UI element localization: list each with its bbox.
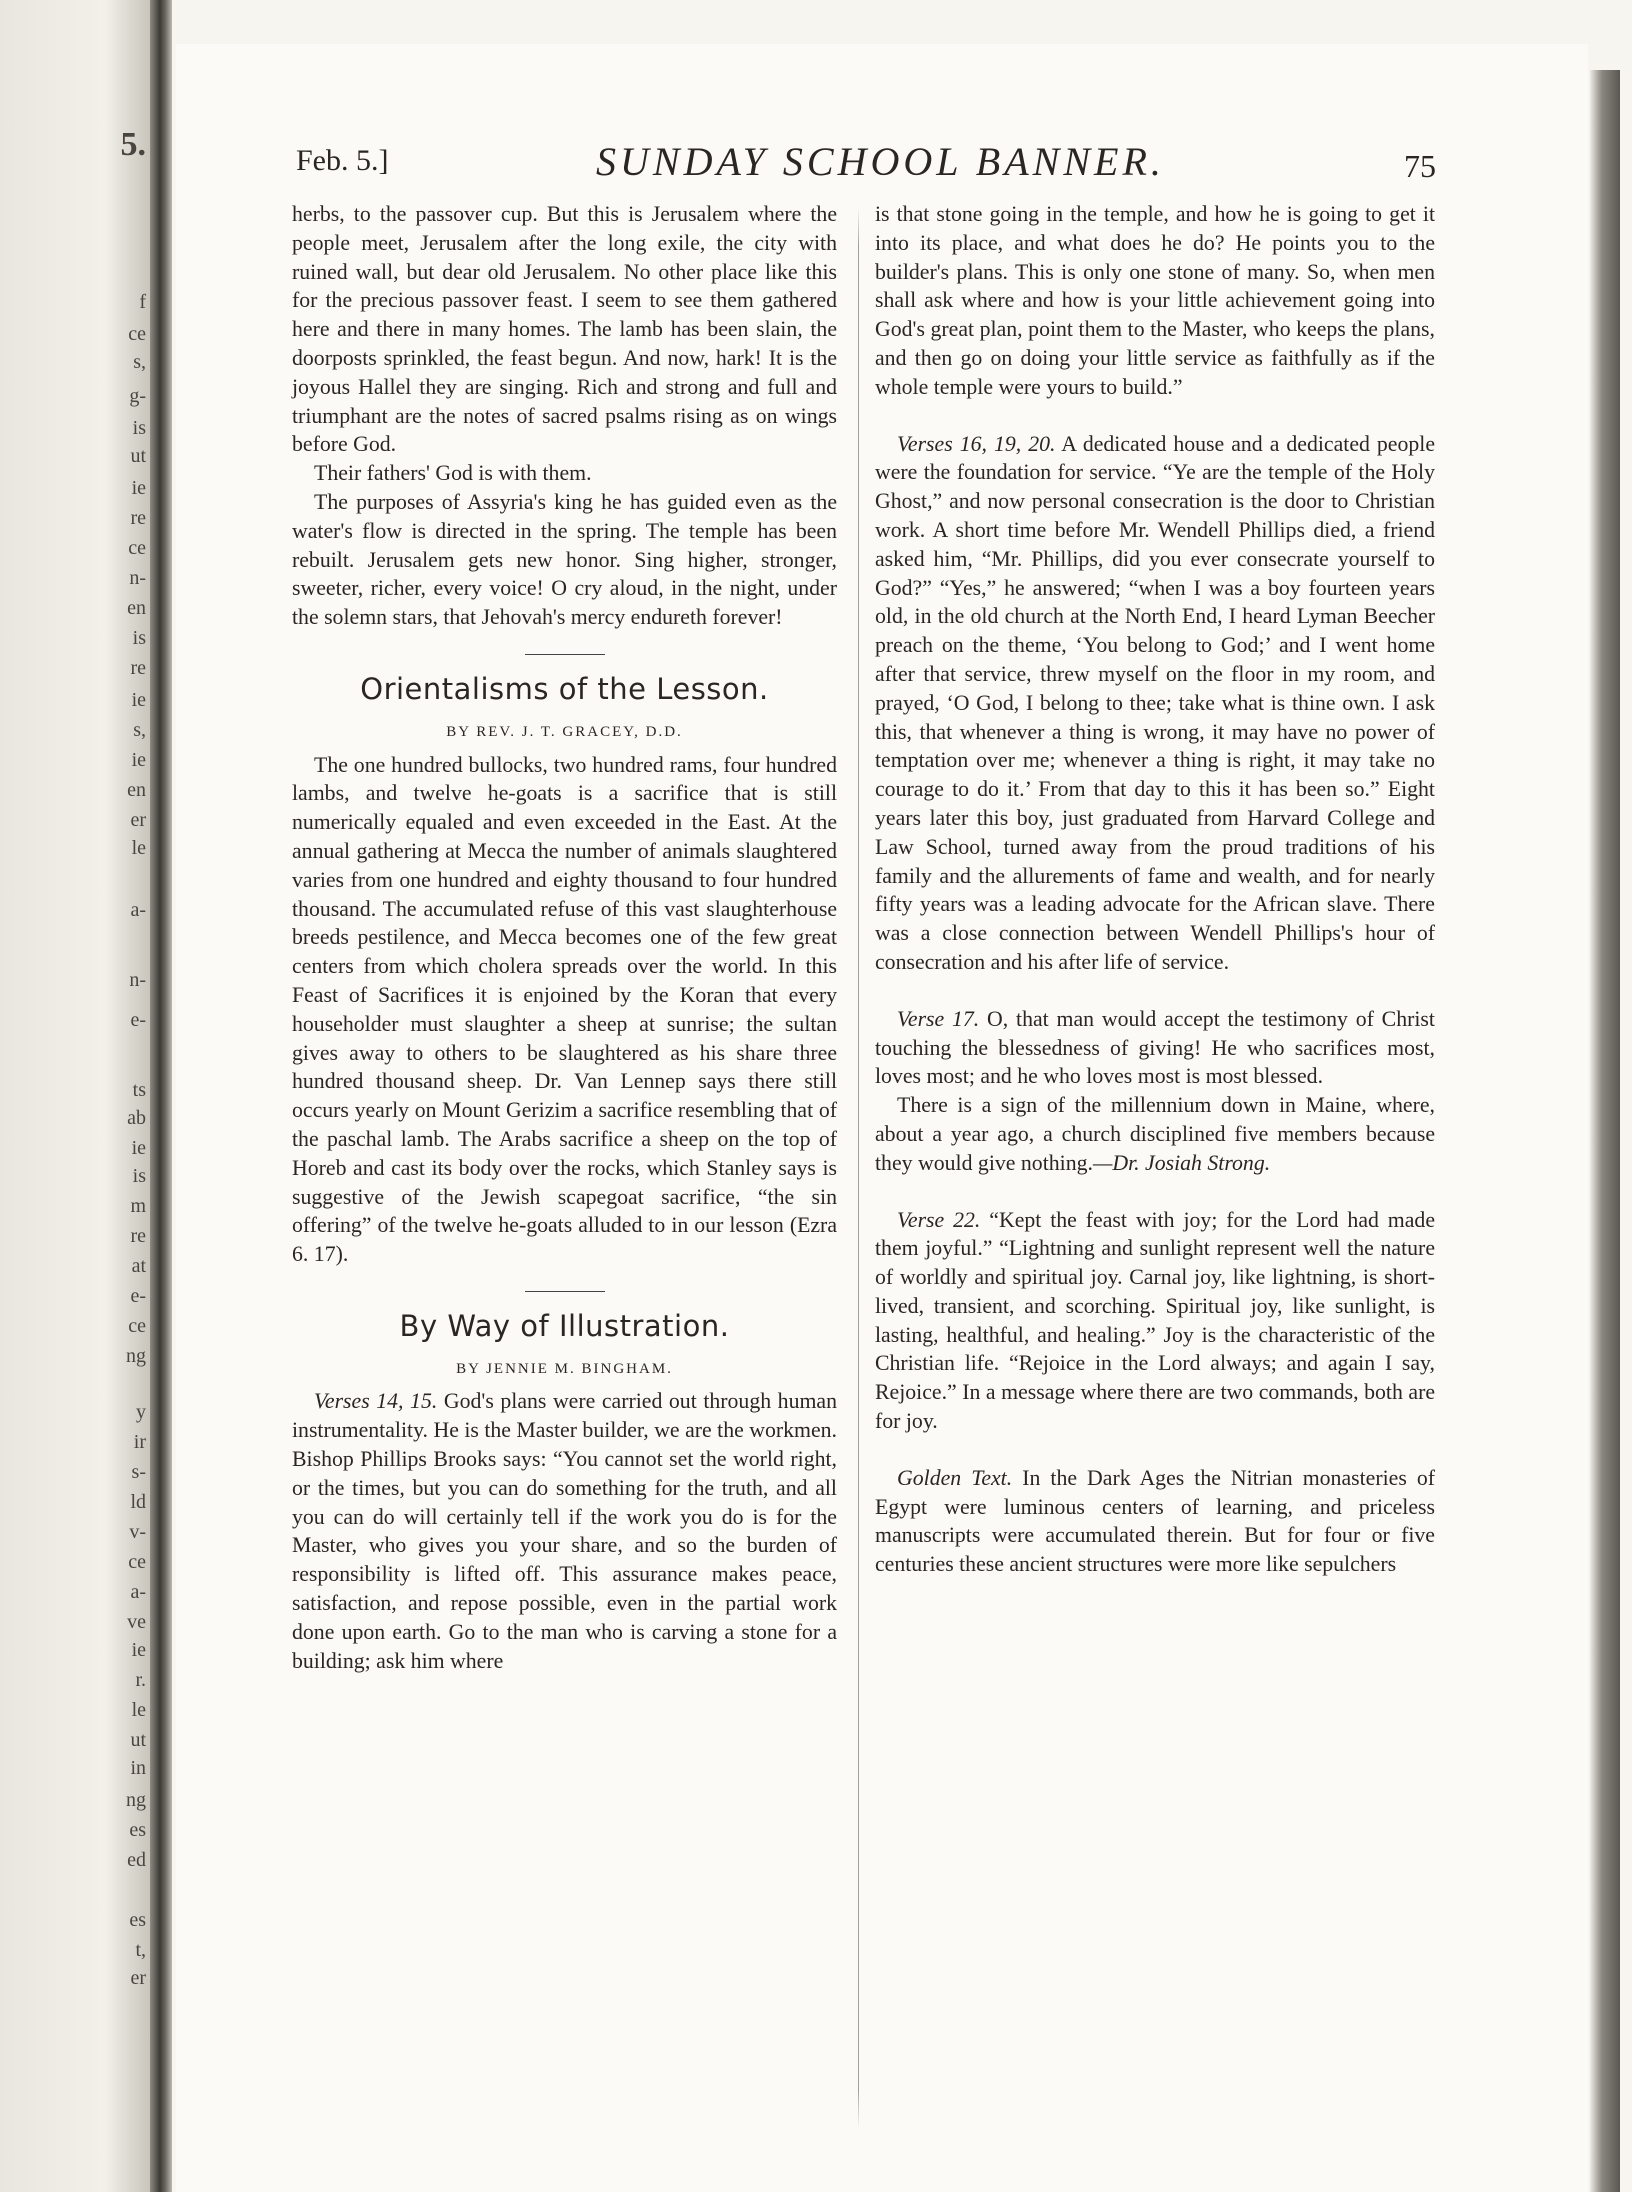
facing-page-fragment: ut bbox=[130, 445, 146, 467]
orientalisms-body: The one hundred bullocks, two hundred rams, four hundred lambs, and twelve he-goats is a sacrifice that is still numerically equaled and even exceeded in the East. At the annual gathering at Mecca the number of animals slaughtered varies from one hundred and eighty thousand to four hundred thousand. The accumulated refuse of this vast slaughterhouse breeds pestilence, and Mecca becomes one of the few great centers from which cholera spreads over the world. In this Feast of Sacrifices it is enjoined by the Koran that every householder must slaughter a sheep at sunrise; the sultan gives away to others to be slaughtered as his share three hundred thousand sheep. Dr. Van Lennep says there still occurs yearly on Mount Gerizim a sacrifice resembling that of the paschal lamb. The Arabs sacrifice a sheep on the top of Horeb and cast its body over the rocks, which Stanley says is suggestive of the Jewish scapegoat sacrifice, “the sin offering” of the twelve he-goats alluded to in our lesson (Ezra 6. 17). bbox=[292, 752, 837, 1267]
millennium-paragraph bbox=[875, 1091, 1435, 1177]
facing-page-fragment: ed bbox=[127, 1849, 146, 1871]
page-edge-shadow bbox=[1590, 70, 1620, 2192]
paragraph-text: “Kept the feast with joy; for the Lord had made them joyful.” “Lightning and sunlight represent well the nature of worldly and spiritual joy. Carnal joy, like lightning, is short-lived, transient, and scorching. Spiritual joy, like sunlight, is lasting, healthful, and healing.” Joy is the characteristic of the Christian life. “Rejoice in the Lord always; and again I say, Rejoice.” In a message where there are two commands, both are for joy. bbox=[875, 1207, 1435, 1434]
facing-page-fragment: is bbox=[132, 627, 146, 649]
facing-page-fragment: ie bbox=[131, 477, 146, 499]
verse-reference: Verses 16, 19, 20. bbox=[897, 431, 1056, 456]
verses-16-paragraph bbox=[875, 430, 1435, 977]
facing-page-fragment: s, bbox=[133, 351, 146, 373]
facing-page-fragment: es bbox=[129, 1909, 146, 1931]
intro-paragraph: herbs, to the passover cup. But this is Jerusalem where the people meet, Jerusalem after the long exile, the city with ruined wall, but dear old Jerusalem. No other place like this for the precious passover feast. I seem to see them gathered here and there in many homes. The lamb has been slain, the doorposts sprinkled, the feast begun. And now, hark! It is the joyous Hallel they are singing. Rich and strong and full and triumphant are the notes of sacred psalms rising as on wings before God. bbox=[292, 202, 837, 457]
facing-page-fragment: re bbox=[130, 1225, 146, 1247]
facing-page-fragment: ce bbox=[128, 323, 146, 345]
section-divider bbox=[525, 1291, 605, 1292]
fathers-line: Their fathers' God is with them. bbox=[314, 461, 592, 486]
facing-page-fragment: f bbox=[139, 291, 146, 313]
byline-bingham: BY JENNIE M. BINGHAM. bbox=[456, 1360, 673, 1377]
facing-page-fragment: in bbox=[130, 1757, 146, 1779]
facing-page-fragment: ie bbox=[131, 1639, 146, 1661]
paragraph-text: In the Dark Ages the Nitrian monasteries of Egypt were luminous centers of learning, and priceless manuscripts were accumulated therein. But for four or five centuries these ancient structures were more like sepulchers bbox=[875, 1465, 1435, 1577]
facing-page-fragment: ng bbox=[126, 1789, 146, 1811]
facing-page-fragment: ut bbox=[130, 1729, 146, 1751]
facing-page-fragment: ce bbox=[128, 537, 146, 559]
golden-text-label: Golden Text. bbox=[897, 1465, 1013, 1490]
facing-page-fragment: en bbox=[127, 779, 146, 801]
facing-page-fragment: a- bbox=[130, 899, 146, 921]
verse-22-paragraph bbox=[875, 1206, 1435, 1436]
facing-page-fragment: m bbox=[130, 1195, 146, 1217]
book-gutter bbox=[150, 0, 172, 2192]
verse-reference: Verse 17. bbox=[897, 1006, 980, 1031]
section-heading-illustration: By Way of Illustration. bbox=[399, 1308, 730, 1343]
facing-page-fragment: is bbox=[132, 417, 146, 439]
periodical-title: SUNDAY SCHOOL BANNER. bbox=[596, 139, 1165, 184]
section-heading-orientalisms: Orientalisms of the Lesson. bbox=[360, 671, 769, 706]
verses-14-15-paragraph bbox=[292, 1387, 837, 1675]
facing-page-fragment: e- bbox=[130, 1285, 146, 1307]
facing-page-edge bbox=[0, 0, 150, 2192]
facing-page-fragment: ld bbox=[130, 1491, 146, 1513]
left-column bbox=[292, 200, 837, 1675]
facing-page-fragment: s- bbox=[131, 1461, 146, 1483]
facing-page-fragment: ie bbox=[131, 1137, 146, 1159]
continuation-paragraph: is that stone going in the temple, and how he is going to get it into its place, and what does he do? He points you to the builder's plans. This is only one stone of many. So, when men shall ask where and how is your little achievement going into God's great plan, point them to the Master, who keeps the plans, and then go on doing your little service as faithfully as if the whole temple were yours to build.” bbox=[875, 202, 1435, 399]
facing-page-fragment: le bbox=[131, 837, 146, 859]
page-number: 75 bbox=[1404, 148, 1436, 184]
facing-page-fragment: n- bbox=[129, 567, 146, 589]
running-head bbox=[296, 136, 1436, 186]
facing-page-fragment: g- bbox=[129, 385, 146, 407]
facing-page-fragment: t, bbox=[135, 1939, 146, 1961]
facing-page-fragment: ie bbox=[131, 749, 146, 771]
facing-page-fragment: ng bbox=[126, 1345, 146, 1367]
facing-page-fragment: ce bbox=[128, 1315, 146, 1337]
verse-reference: Verse 22. bbox=[897, 1207, 981, 1232]
right-column bbox=[875, 200, 1435, 1579]
facing-page-fragment: re bbox=[130, 657, 146, 679]
facing-page-fragment: v- bbox=[129, 1521, 146, 1543]
paragraph-text: O, that man would accept the testimony of Christ touching the blessedness of giving! He who sacrifices most, loves most; and he who loves most is most blessed. bbox=[875, 1006, 1435, 1089]
verse-reference: Verses 14, 15. bbox=[314, 1389, 438, 1414]
facing-page-fragment: en bbox=[127, 597, 146, 619]
facing-page-fragment: n- bbox=[129, 969, 146, 991]
quote-attribution: —Dr. Josiah Strong. bbox=[1092, 1150, 1271, 1175]
facing-page-fragment: a- bbox=[130, 1581, 146, 1603]
facing-page-fragment: 5. bbox=[120, 126, 146, 163]
facing-page-fragment: es bbox=[129, 1819, 146, 1841]
byline-gracey: BY REV. J. T. GRACEY, D.D. bbox=[446, 723, 683, 740]
column-rule bbox=[858, 208, 859, 2128]
facing-page-fragment: s, bbox=[133, 719, 146, 741]
facing-page-fragment: r. bbox=[135, 1669, 146, 1691]
verse-17-paragraph bbox=[875, 1005, 1435, 1091]
facing-page-fragment: er bbox=[130, 1967, 146, 1989]
golden-text-paragraph bbox=[875, 1464, 1435, 1579]
facing-page-fragment: ve bbox=[127, 1611, 146, 1633]
paragraph-text: God's plans were carried out through human instrumentality. He is the Master builder, we are the workmen. Bishop Phillips Brooks says: “You cannot set the world right, or the times, but you can do something for the truth, and all you can do will certainly tell if the work you do is for the Master, who gives you your share, and so the burden of responsibility is lifted off. This assurance makes peace, satisfaction, and repose possible, even in the partial work done upon earth. Go to the man who is carving a stone for a building; ask him where bbox=[292, 1389, 838, 1673]
facing-page-fragment: ie bbox=[131, 689, 146, 711]
facing-page-fragment: ce bbox=[128, 1551, 146, 1573]
facing-page-fragment: ts bbox=[132, 1079, 146, 1101]
facing-page-fragment: le bbox=[131, 1699, 146, 1721]
paragraph-text: A dedicated house and a dedicated people were the foundation for service. “Ye are the temple of the Holy Ghost,” and now personal consecration is the door to Christian work. A short time before Mr. Wendell Phillips died, a friend asked him, “Mr. Phillips, did you ever consecrate yourself to God?” “Yes,” he answered; “when I was a boy fourteen years old, in the old church at the North End, I heard Lyman Beecher preach on the theme, ‘You belong to God;’ and I went home after that service, threw myself on the floor in my room, and prayed, ‘O God, I belong to thee; take what is thine own. I ask this, that whenever a thing is wrong, it may have no power of temptation over me; whenever a thing is right, it may take no courage to do it.’ From that day to this it has been so.” Eight years later this boy, just graduated from Harvard College and Law School, turned away from the proud traditions of his family and the allurements of fame and wealth, and for nearly fifty years was a leading advocate for the African slave. There was a close connection between Wendell Phillips's hour of consecration and his after life of service. bbox=[875, 431, 1435, 974]
paragraph-text: There is a sign of the millennium down in Maine, where, about a year ago, a church disciplined five members because they would give nothing. bbox=[875, 1093, 1435, 1175]
facing-page-fragment: y bbox=[136, 1401, 146, 1423]
facing-page-fragment: is bbox=[132, 1165, 146, 1187]
facing-page-fragment: re bbox=[130, 507, 146, 529]
facing-page-fragment: ir bbox=[133, 1431, 146, 1453]
header-date: Feb. 5.] bbox=[296, 144, 389, 177]
purposes-paragraph: The purposes of Assyria's king he has guided even as the water's flow is directed in the spring. The temple has been rebuilt. Jerusalem gets new honor. Sing higher, stronger, sweeter, richer, every voice! O cry aloud, in the night, under the solemn stars, that Jehovah's mercy endureth forever! bbox=[292, 489, 837, 630]
facing-page-fragment: e- bbox=[130, 1009, 146, 1031]
section-divider bbox=[525, 654, 605, 655]
facing-page-fragment: ab bbox=[127, 1107, 146, 1129]
facing-page-fragment: at bbox=[131, 1255, 146, 1277]
facing-page-fragment: er bbox=[130, 809, 146, 831]
